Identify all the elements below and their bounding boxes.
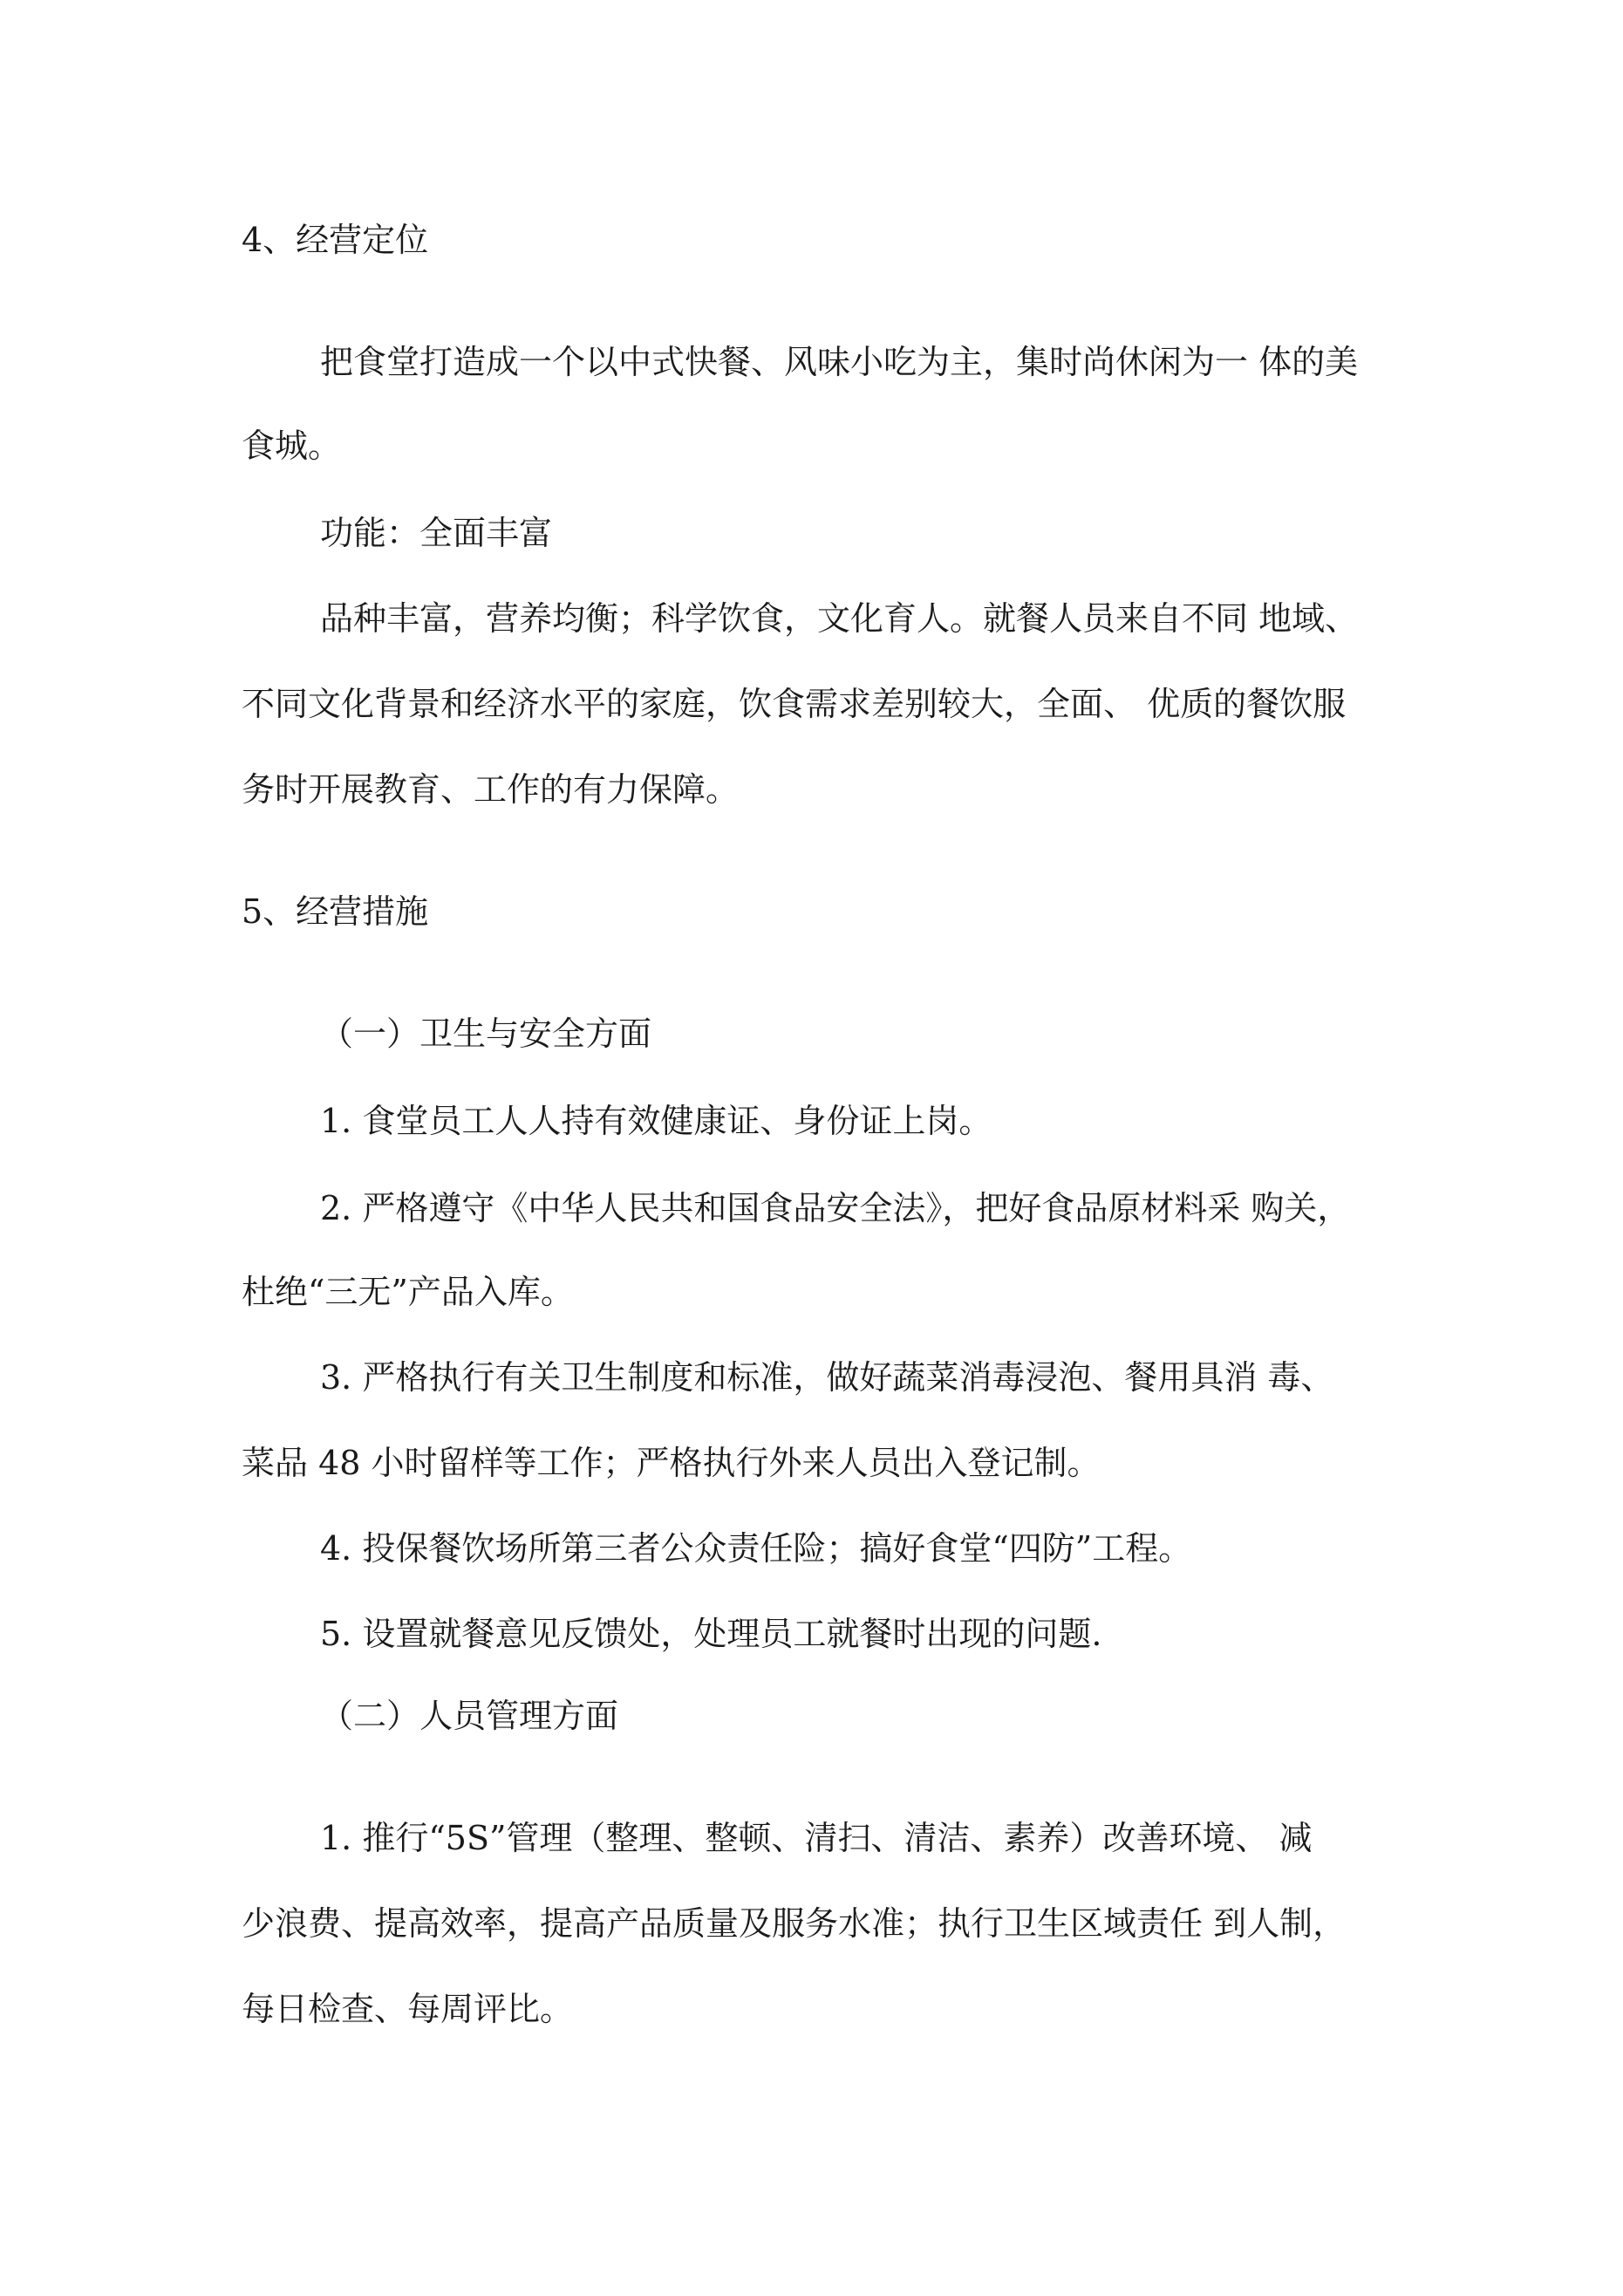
section-4-paragraph-1-line-1: 把食堂打造成一个以中式快餐、风味小吃为主，集时尚休闲为一 体的美: [320, 343, 1359, 381]
section-4-heading: 4、经营定位: [242, 221, 429, 259]
list-item-4: 4. 投保餐饮场所第三者公众责任险；搞好食堂“四防”工程。: [320, 1529, 1192, 1568]
subsection-2-heading: （二）人员管理方面: [320, 1697, 619, 1735]
list-item-3-line-2: 菜品 48 小时留样等工作；严格执行外来人员出入登记制。: [242, 1444, 1101, 1482]
subsection-1-heading: （一）卫生与安全方面: [320, 1015, 652, 1053]
list-item-3-line-1: 3. 严格执行有关卫生制度和标准，做好蔬菜消毒浸泡、餐用具消 毒、: [320, 1358, 1334, 1397]
section-4-paragraph-1-line-2: 食城。: [242, 427, 342, 465]
subsection-2-item-1-line-1: 1. 推行“5S”管理（整理、整顿、清扫、清洁、素养）改善环境、 减: [320, 1819, 1313, 1857]
section-4-paragraph-3-line-1: 品种丰富，营养均衡；科学饮食，文化育人。就餐人员来自不同 地域、: [320, 599, 1359, 638]
list-item-5: 5. 设置就餐意见反馈处，处理员工就餐时出现的问题.: [320, 1615, 1102, 1653]
list-item-1: 1. 食堂员工人人持有效健康证、身份证上岗。: [320, 1102, 992, 1140]
section-5-heading: 5、经营措施: [242, 892, 429, 931]
section-4-function-label: 功能：全面丰富: [320, 514, 553, 552]
list-item-2-line-1: 2. 严格遵守《中华人民共和国食品安全法》，把好食品原材料采 购关，: [320, 1189, 1351, 1227]
section-4-paragraph-3-line-3: 务时开展教育、工作的有力保障。: [242, 770, 740, 809]
section-4-paragraph-3-line-2: 不同文化背景和经济水平的家庭，饮食需求差别较大，全面、 优质的餐饮服: [242, 685, 1347, 723]
list-item-2-line-2: 杜绝“三无”产品入库。: [242, 1273, 574, 1311]
subsection-2-item-1-line-3: 每日检查、每周评比。: [242, 1990, 574, 2028]
subsection-2-item-1-line-2: 少浪费、提高效率，提高产品质量及服务水准；执行卫生区域责任 到人制，: [242, 1904, 1347, 1943]
